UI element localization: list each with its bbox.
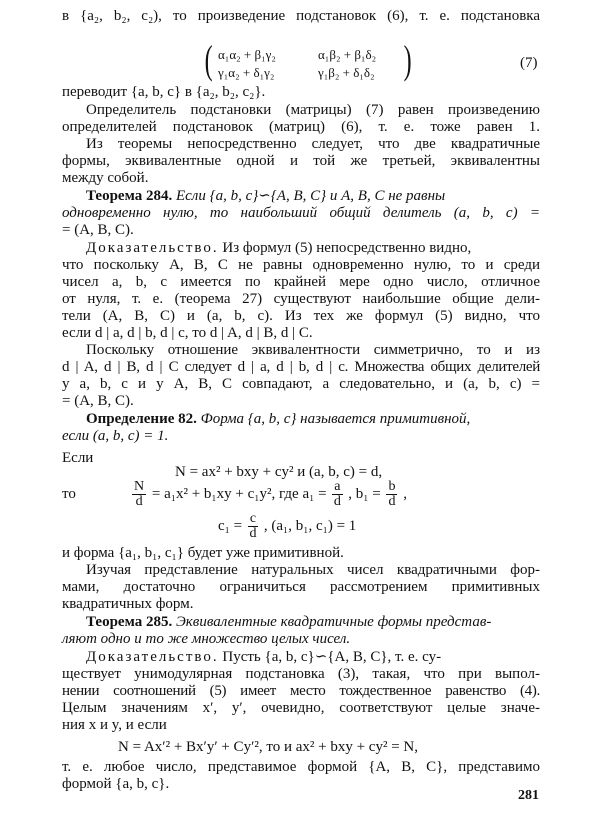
proof-label: Доказательство. (86, 649, 219, 665)
fraction (248, 512, 258, 541)
text-line: Если (62, 450, 94, 466)
theorem-text: Эквивалентные квадратичные формы представ- (172, 614, 492, 630)
proof-text: Из формул (5) непосредственно видно, (218, 240, 472, 256)
definition-text: Форма {a, b, c} называется примитивной, (196, 411, 471, 427)
text-line: переводит {a, b, c} в {a₂, b₂, c₂}. (62, 84, 266, 100)
formula-2 (130, 480, 407, 509)
text-line: от нуля, т. е. (теорема 27) существуют наибольшие общие дели- (62, 291, 540, 307)
proof-label: Доказательство. (86, 240, 219, 256)
page-number: 281 (518, 788, 539, 803)
fraction-denominator: d (249, 526, 257, 541)
definition-text: если (a, b, c) = 1. (62, 428, 169, 444)
formula-text: , b₁ = (348, 485, 381, 502)
text-line: Определитель подстановки (матрицы) (7) равен произведению (86, 102, 540, 118)
fraction-numerator: N (134, 479, 145, 494)
matrix-right-paren: ) (403, 37, 412, 82)
formula-text: = a₁x² + b₁xy + c₁y², где a₁ = (151, 485, 327, 502)
fraction-numerator: a (334, 479, 341, 494)
text-line: d | A, d | B, d | C следует d | a, d | b, d | c. Множества общих делителей (62, 359, 540, 375)
matrix-cell: α₁α₂ + β₁γ₂ (218, 47, 276, 62)
proof-line (62, 649, 540, 666)
formula-text: c₁ = (218, 517, 243, 534)
text-line: тели (A, B, C) и (a, b, c). Из тех же формул (5) видно, что (62, 308, 540, 324)
theorem-text: = (A, B, C). (62, 222, 134, 238)
proof-text: Пусть {a, b, c}∽{A, B, C}, т. е. су- (218, 649, 442, 665)
formula-1: N = ax² + bxy + cy² и (a, b, c) = d, (175, 464, 383, 480)
text-line: формы, эквивалентные одной и той же третьей, эквивалентны (62, 153, 540, 169)
proof-line (62, 240, 540, 257)
fraction-numerator: c (249, 511, 257, 526)
text-line: что поскольку A, B, C не равны одновременно нулю, то и среди (62, 257, 540, 273)
text-line: формой {a, b, c}. (62, 776, 170, 792)
theorem-285-heading (62, 614, 540, 631)
matrix-cell: γ₁α₂ + δ₁γ₂ (218, 65, 275, 80)
formula-4: N = Ax′² + Bx′y′ + Cy′², то и ax² + bxy + cy² = N, (118, 739, 418, 755)
text-line: ния x и y, и если (62, 717, 167, 733)
text-line: нении соотношений (5) имеет место тождественное равенство (4). (62, 683, 540, 699)
theorem-text: Если {a, b, c}∽{A, B, C} и A, B, C не равны (172, 188, 446, 204)
text-line: Изучая представление натуральных чисел квадратичными фор- (86, 562, 540, 578)
text-line: чисел a, b, c имеется по крайней мере одно число, отличное (62, 274, 540, 290)
theorem-text: ляют одно и то же множество целых чисел. (62, 631, 351, 647)
fraction-numerator: b (388, 479, 396, 494)
text-line: мами, достаточно ограничиться рассмотрением примитивных (62, 579, 540, 595)
theorem-284-heading (62, 188, 540, 205)
substitution-matrix (204, 37, 412, 84)
formula-text: , (a₁, b₁, c₁) = 1 (263, 517, 357, 534)
text-line: т. е. любое число, представимое формой {A, B, C}, представимо (62, 759, 540, 775)
text-line: Целым значениям x′, y′, очевидно, соответствуют целые значе- (62, 700, 540, 716)
text-line: между собой. (62, 170, 149, 186)
fraction-denominator: d (333, 494, 341, 509)
matrix-left-paren: ( (204, 37, 213, 82)
fraction-denominator: d (388, 494, 396, 509)
fraction (332, 480, 342, 509)
text-line: в {a₂, b₂, c₂), то произведение подстановок (6), т. е. подстановка (62, 8, 540, 24)
matrix-cell: γ₁β₂ + δ₁δ₂ (318, 65, 375, 80)
text-line: = (A, B, C). (62, 393, 134, 409)
formula-text: , (403, 485, 407, 502)
matrix-cell: α₁β₂ + β₁δ₂ (318, 47, 377, 62)
fraction (386, 480, 397, 509)
fraction-denominator: d (135, 494, 143, 509)
text-line: то (62, 486, 76, 502)
theorem-text: одновременно нулю, то наибольший общий делитель (a, b, c) = (62, 205, 540, 221)
theorem-label: Теорема 285. (86, 614, 173, 630)
text-line: и форма {a₁, b₁, c₁} будет уже примитивной. (62, 545, 344, 561)
theorem-label: Теорема 284. (86, 188, 173, 204)
text-line: Из теоремы непосредственно следует, что две квадратичные (86, 136, 540, 152)
text-line: у a, b, c и у A, B, C совпадают, а следовательно, и (a, b, c) = (62, 376, 540, 392)
definition-label: Определение 82. (86, 411, 197, 427)
text-line: определителей подстановок (матриц) (6), т. е. тоже равен 1. (62, 119, 540, 135)
equation-number: (7) (520, 55, 538, 71)
formula-3 (218, 512, 356, 541)
fraction (132, 480, 146, 509)
definition-82-heading (62, 411, 540, 428)
text-line: ществует унимодулярная подстановка (3), такая, что при выпол- (62, 666, 540, 682)
text-line: если d | a, d | b, d | c, то d | A, d | B, d | C. (62, 325, 313, 341)
text-line: квадратичных форм. (62, 596, 194, 612)
text-line: Поскольку отношение эквивалентности симметрично, то и из (86, 342, 540, 358)
